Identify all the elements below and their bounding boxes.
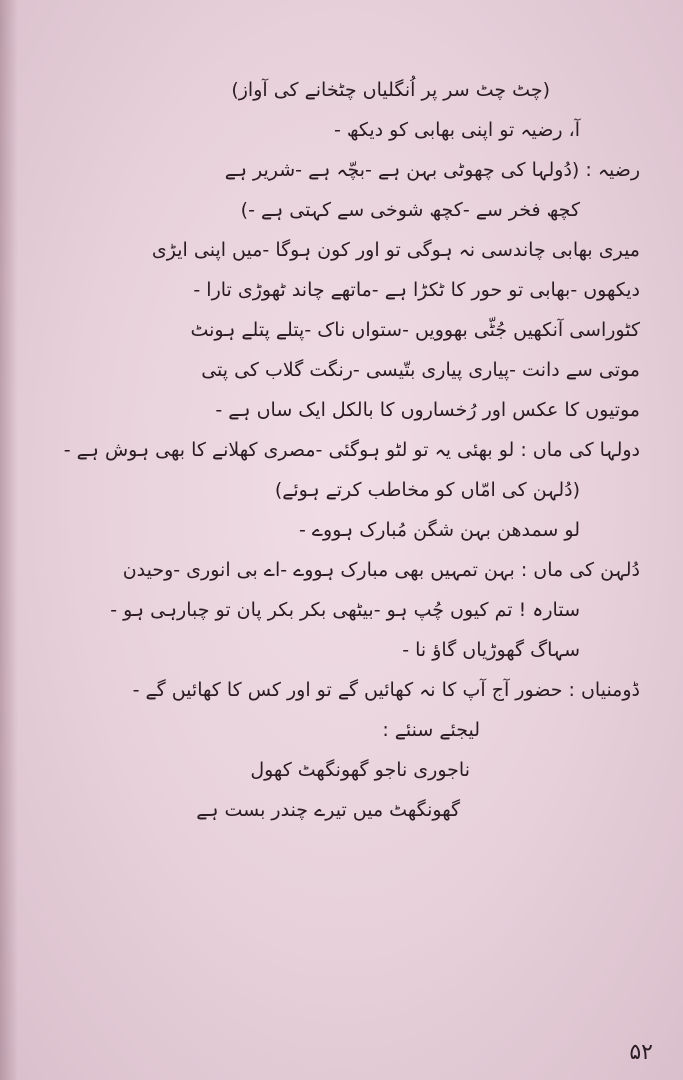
song-line: گھونگھٹ میں تیرے چندر بست ہے — [196, 799, 460, 821]
text-line: موتی سے دانت -پیاری پیاری بتّیسی -رنگت گلاب کی پتی — [201, 359, 640, 381]
text-line: لو سمدھن بہن شگن مُبارک ہووے - — [299, 519, 580, 541]
text-line: لیجئے سنئے : — [382, 719, 480, 741]
dialogue-line: دُلہن کی ماں : بہن تمہیں بھی مبارک ہووے -اے بی انوری -وحیدن — [122, 559, 640, 581]
text-line: کٹوراسی آنکھیں جُٹّی بھوویں -ستواں ناک -پتلے پتلے ہونٹ — [190, 319, 640, 341]
text-line: آ، رضیہ تو اپنی بھابی کو دیکھ - — [333, 119, 580, 141]
text-line: دیکھوں -بھابی تو حور کا ٹکڑا ہے -ماتھے چاند ٹھوڑی تارا - — [193, 279, 640, 301]
stage-direction-line: (دُلہن کی امّاں کو مخاطب کرتے ہوئے) — [274, 479, 580, 501]
dialogue-line: رضیہ : (دُولہا کی چھوٹی بہن ہے -بچّہ ہے -شریر ہے — [224, 159, 640, 181]
text-line: سہاگ گھوڑیاں گاؤ نا - — [402, 639, 580, 661]
dialogue-line: ڈومنیاں : حضور آج آپ کا نہ کھائیں گے تو اور کس کا کھائیں گے - — [132, 679, 640, 701]
urdu-text-block — [40, 70, 640, 830]
stage-direction-line: (چٹ چٹ سر پر اُنگلیاں چٹخانے کی آواز) — [231, 79, 550, 101]
page-number: ۵۲ — [629, 1040, 653, 1065]
spine-shadow — [0, 0, 18, 1080]
text-line: میری بھابی چاندسی نہ ہوگی تو اور کون ہوگا -میں اپنی ایڑی — [151, 239, 640, 261]
text-line: کچھ فخر سے -کچھ شوخی سے کہتی ہے -) — [240, 199, 580, 221]
dialogue-line: دولہا کی ماں : لو بھئی یہ تو لٹو ہوگئی -مصری کھلانے کا بھی ہوش ہے - — [63, 439, 640, 461]
song-line: ناجوری ناجو گھونگھٹ کھول — [250, 759, 470, 781]
text-line: ستارہ ! تم کیوں چُپ ہو -بیٹھی بکر بکر پان تو چبارہی ہو - — [110, 599, 580, 621]
text-line: موتیوں کا عکس اور رُخساروں کا بالکل ایک ساں ہے - — [215, 399, 640, 421]
